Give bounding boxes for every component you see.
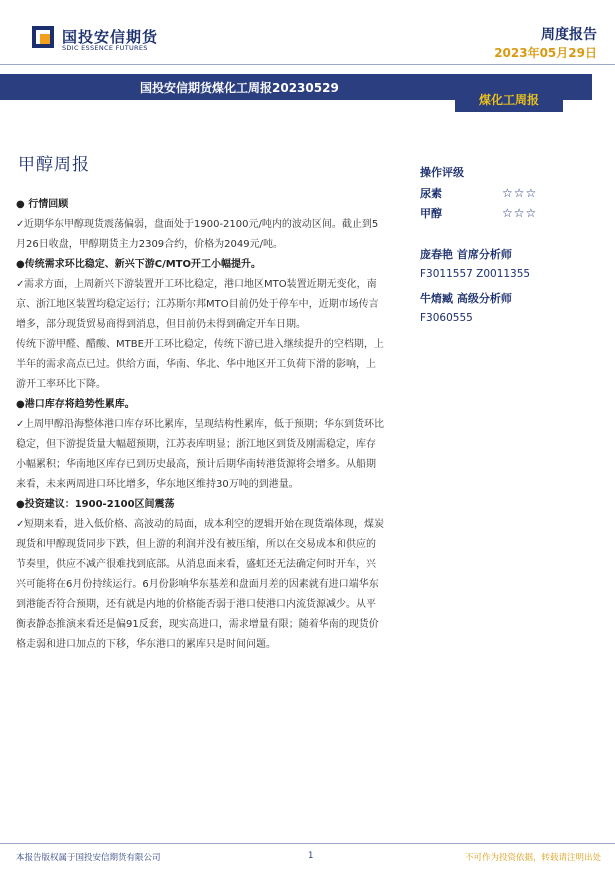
copyright-notice: 本报告版权属于国投安信期货有限公司: [16, 853, 161, 863]
footer-divider: [0, 843, 615, 844]
category-tag: 煤化工周报: [455, 88, 563, 112]
check-icon: ✓: [16, 419, 25, 430]
analyst-2-cert: F3060555: [420, 312, 473, 324]
check-icon: ✓: [16, 279, 25, 290]
star-rating-icon: ☆☆☆: [502, 206, 538, 220]
rating-label: 操作评级: [420, 166, 464, 179]
page-number: 1: [308, 851, 314, 861]
heading-market-review: ● 行情回顾: [16, 199, 69, 210]
report-body: [16, 195, 384, 655]
sidebar: [420, 164, 600, 327]
report-type: 周度报告: [541, 27, 597, 43]
paragraph-market-review: ✓近期华东甲醇现货震荡偏弱，盘面处于1900-2100元/吨内的波动区间。截止到5月26日收盘，甲醇期货主力2309合约，价格为2049元/吨。: [16, 215, 384, 255]
section-title: 甲醇周报: [18, 155, 90, 175]
paragraph-inventory: ✓上周甲醇沿海整体港口库存环比累库，呈现结构性累库，低于预期；华东到货环比稳定，但下游提货量大幅超预期，江苏表库明显；浙江地区到货及刚需稳定，库存小幅累积；华南地区库存已到历史最高，预计后期华南转港货源将会增多。从船期来看，未来两周进口环比增多，华东地区维持30万吨的到港量。: [16, 415, 384, 495]
check-icon: ✓: [16, 519, 25, 530]
analyst-2: 牛焴臧 高级分析师: [420, 292, 512, 305]
paragraph-supply: 传统下游甲醛、醋酸、MTBE开工环比稳定，传统下游已进入继续提升的空档期，上半年的需求高点已过。供给方面，华南、华北、华中地区开工负荷下滑的影响，上游开工率环比下降。: [16, 339, 384, 390]
header-divider: [0, 64, 615, 65]
logo-text-en: SDIC ESSENCE FUTURES: [62, 44, 148, 52]
rating-row-methanol: [420, 203, 600, 223]
company-logo-icon: [32, 26, 54, 48]
heading-inventory: ●港口库存将趋势性累库。: [16, 399, 135, 410]
disclaimer-notice: 不可作为投资依据，转载请注明出处: [464, 853, 601, 863]
check-icon: ✓: [16, 219, 25, 230]
report-title: 国投安信期货煤化工周报20230529: [140, 81, 339, 95]
heading-demand: ●传统需求环比稳定、新兴下游C/MTO开工小幅提升。: [16, 259, 261, 270]
report-date: 2023年05月29日: [494, 46, 597, 60]
paragraph-demand: ✓需求方面，上周新兴下游装置开工环比稳定，港口地区MTO装置近期无变化，南京、浙江地区装置均稳定运行；江苏斯尔邦MTO目前仍处于停车中，近期市场传言增多，部分现货贸易商得到消息，但目前仍未得到确定开车日期。: [16, 275, 384, 335]
heading-investment: ●投资建议：1900-2100区间震荡: [16, 499, 175, 510]
rating-name: 甲醇: [420, 207, 442, 220]
analyst-1: 庞春艳 首席分析师: [420, 248, 512, 261]
logo-text-cn: 国投安信期货: [62, 28, 159, 46]
paragraph-investment: ✓短期来看，进入低价格、高波动的局面，成本利空的逻辑开始在现货端体现，煤炭现货和甲醇现货同步下跌，但上游的利润并没有被压缩，所以在交易成本和供应的节奏里，供应不减产很难找到底部。从消息面来看，盛虹还无法确定何时开车，兴兴可能将在6月份持续运行。6月份影响华东基差和盘面月差的因素就有进口端华东到港能否符合预期，还有就是内地的价格能否弱于港口使港口内流货源减少。从平衡表静态推演来看还是偏91反套，现实高进口，需求增量有限；随着华南的现货价格走弱和进口加点的下移，华东港口的累库只是时间问题。: [16, 515, 384, 655]
rating-name: 尿素: [420, 187, 442, 200]
analyst-1-cert: F3011557 Z0011355: [420, 268, 531, 280]
star-rating-icon: ☆☆☆: [502, 186, 538, 200]
rating-row-urea: [420, 183, 600, 203]
